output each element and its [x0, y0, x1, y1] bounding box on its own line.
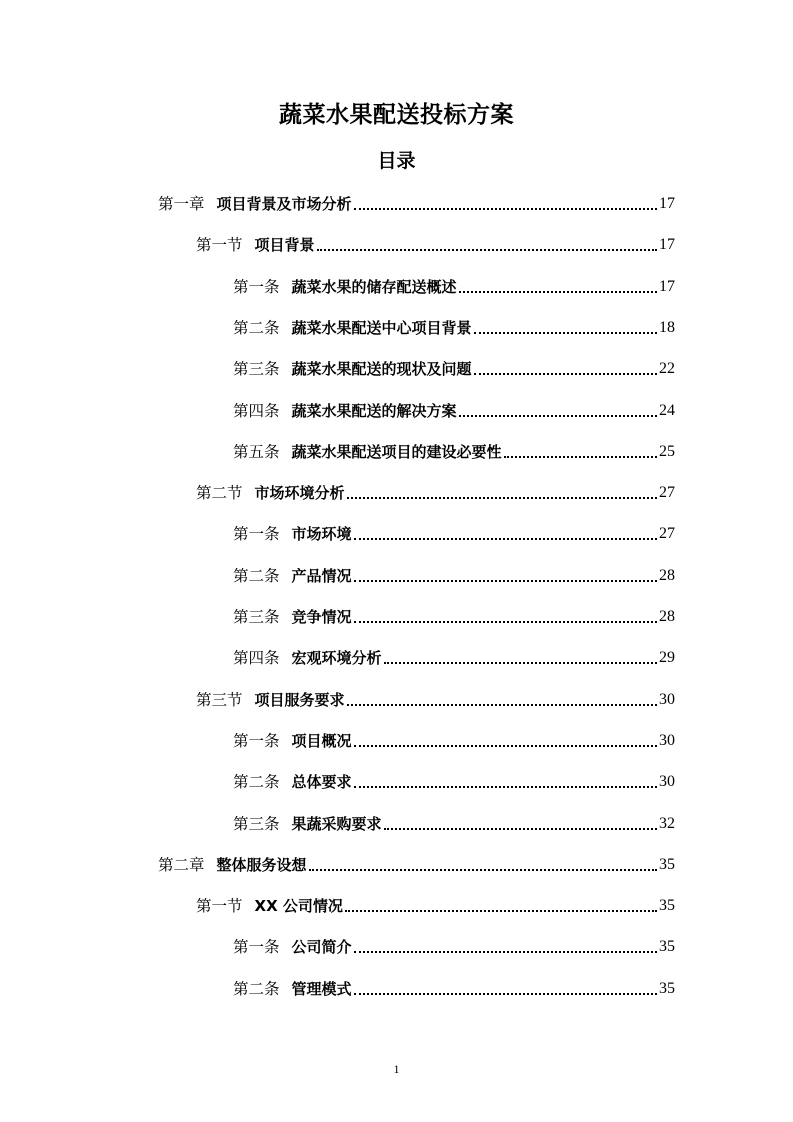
toc-dot-leader [384, 828, 657, 830]
toc-entry-label: 项目背景及市场分析 [216, 195, 352, 213]
document-title: 蔬菜水果配送投标方案 [279, 102, 514, 128]
toc-entry-label: 市场环境 [291, 525, 352, 544]
toc-entry-page: 27 [659, 525, 675, 543]
toc-entry-label: XX 公司情况 [254, 897, 343, 916]
toc-entry[interactable] [233, 804, 675, 834]
toc-entry[interactable] [233, 391, 675, 421]
page-number: 1 [393, 1062, 400, 1076]
toc-dot-leader [384, 662, 657, 664]
toc-entry-page: 28 [659, 566, 675, 584]
toc-entry[interactable] [233, 432, 675, 462]
toc-entry[interactable] [196, 225, 675, 255]
toc-entry-page: 30 [659, 690, 675, 708]
toc-entry[interactable] [233, 762, 675, 792]
toc-dot-leader [354, 951, 657, 953]
toc-dot-leader [354, 208, 657, 210]
toc-dot-leader [309, 869, 657, 871]
toc-entry-number: 第一条 [233, 525, 280, 544]
toc-entry-page: 28 [659, 608, 675, 625]
toc-dot-leader [459, 291, 657, 293]
toc-entry-number: 第二条 [233, 318, 280, 337]
toc-entry-page: 32 [659, 814, 675, 832]
toc-dot-leader [459, 415, 657, 417]
toc-entry-number: 第二条 [233, 566, 280, 585]
toc-entry-number: 第一条 [233, 277, 280, 296]
toc-dot-leader [345, 910, 657, 912]
toc-entry[interactable] [196, 886, 675, 916]
toc-entry-number: 第四条 [233, 401, 280, 420]
toc-dot-leader [474, 332, 657, 334]
toc-entry-page: 35 [659, 979, 675, 997]
toc-entry-number: 第四条 [233, 649, 280, 668]
toc-entry[interactable] [233, 308, 675, 338]
toc-entry-number: 第二条 [233, 773, 280, 792]
toc-entry-number: 第二条 [233, 979, 280, 998]
toc-entry-label: 蔬菜水果配送的解决方案 [291, 401, 457, 420]
toc-entry-label: 市场环境分析 [254, 484, 345, 503]
toc-dot-leader [354, 580, 657, 582]
toc-entry-number: 第三节 [196, 690, 243, 709]
toc-dot-leader [347, 497, 657, 499]
toc-entry-number: 第一节 [196, 236, 243, 255]
toc-entry[interactable] [233, 597, 675, 627]
toc-entry-number: 第三条 [233, 814, 280, 833]
toc-dot-leader [354, 621, 657, 623]
toc-entry-page: 30 [659, 731, 675, 749]
toc-entry[interactable] [196, 473, 675, 503]
toc-entry-page: 29 [659, 649, 675, 667]
toc-entry-number: 第三条 [233, 608, 280, 626]
toc-heading: 目录 [377, 150, 416, 172]
toc-entry-number: 第一条 [233, 938, 280, 957]
toc-entry-page: 35 [659, 897, 675, 915]
toc-entry-page: 25 [659, 442, 675, 460]
toc-entry[interactable] [196, 680, 675, 710]
toc-entry-label: 蔬菜水果的储存配送概述 [291, 277, 457, 296]
toc-entry-label: 整体服务设想 [216, 855, 307, 874]
toc-entry-label: 竞争情况 [291, 608, 352, 626]
toc-dot-leader [354, 993, 657, 995]
toc-entry-page: 18 [659, 318, 675, 336]
toc-entry-label: 公司简介 [291, 938, 352, 957]
toc-dot-leader [354, 538, 657, 540]
toc-entry-label: 总体要求 [291, 773, 352, 792]
toc-entry-page: 35 [659, 938, 675, 956]
toc-dot-leader [347, 704, 657, 706]
toc-entry-page: 17 [659, 195, 675, 212]
toc-entry[interactable] [158, 845, 675, 875]
toc-entry[interactable] [233, 721, 675, 751]
toc-entry[interactable] [233, 349, 675, 379]
toc-dot-leader [504, 456, 657, 458]
toc-dot-leader [354, 745, 657, 747]
toc-entry-number: 第一章 [158, 195, 205, 213]
toc-entry[interactable] [233, 514, 675, 544]
toc-entry-page: 17 [659, 277, 675, 295]
toc-dot-leader [317, 249, 657, 251]
toc-entry-page: 27 [659, 484, 675, 502]
toc-entry-label: 蔬菜水果配送项目的建设必要性 [291, 442, 502, 461]
toc-entry-page: 17 [659, 236, 675, 254]
toc-entry-number: 第一节 [196, 897, 243, 916]
toc-entry-label: 产品情况 [291, 566, 352, 585]
toc-entry[interactable] [233, 556, 675, 586]
toc-entry-label: 蔬菜水果配送中心项目背景 [291, 318, 472, 337]
toc-entry-number: 第二章 [158, 855, 205, 874]
toc-entry-label: 项目服务要求 [254, 690, 345, 709]
toc-dot-leader [354, 786, 657, 788]
toc-entry-page: 22 [659, 360, 675, 378]
toc-entry[interactable] [158, 184, 675, 214]
toc-entry-number: 第二节 [196, 484, 243, 503]
toc-entry[interactable] [233, 638, 675, 668]
toc-entry-label: 项目背景 [254, 236, 315, 255]
toc-entry-label: 蔬菜水果配送的现状及问题 [291, 360, 472, 379]
toc-entry-page: 30 [659, 773, 675, 791]
toc-entry-label: 管理模式 [291, 979, 352, 998]
toc-entry[interactable] [233, 927, 675, 957]
toc-entry-label: 项目概况 [291, 731, 352, 750]
toc-entry-number: 第五条 [233, 442, 280, 461]
toc-entry-page: 35 [659, 855, 675, 873]
toc-entry-number: 第三条 [233, 360, 280, 379]
toc-dot-leader [474, 373, 657, 375]
toc-entry[interactable] [233, 969, 675, 999]
toc-entry[interactable] [233, 267, 675, 297]
toc-entry-page: 24 [659, 401, 675, 419]
toc-entry-number: 第一条 [233, 731, 280, 750]
toc-entry-label: 宏观环境分析 [291, 649, 382, 668]
toc-entry-label: 果蔬采购要求 [291, 814, 382, 833]
